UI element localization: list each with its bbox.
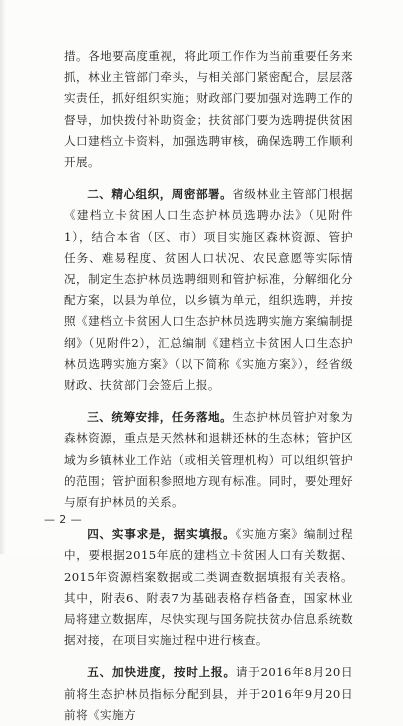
- paragraph-text: 生态护林员管护对象为森林资源，重点是天然林和退耕还林的生态林；管护区域为乡镇林业工作站（或相关管理机构）可以组织管护的范围；管护面积参照地方现有标准。同时，要处理好与原有护林员的关系。: [64, 410, 353, 510]
- paragraph-section-3: [64, 407, 353, 513]
- paragraph-text: 措。各地要高度重视，将此项工作作为当前重要任务来抓，林业主管部门牵头，与相关部门紧密配合，层层落实责任，抓好组织实施；财政部门要加强对选聘工作的督导，加快拨付补助资金；扶贫部门要为选聘提供贫困人口建档立卡资料，加强选聘审核，确保选聘工作顺利开展。: [64, 49, 353, 170]
- paragraph-section-5: [64, 662, 353, 726]
- section-heading: 五、加快进度，按时上报。: [87, 665, 236, 680]
- paragraph-text: 省级林业主管部门根据《建档立卡贫困人口生态护林员选聘办法》（见附件1），结合本省（区、市）项目实施区森林资源、管护任务、难易程度、贫困人口状况、农民意愿等实际情况，制定生态护林员选聘细则和管护标准，分解细化分配方案，以县为单位，以乡镇为单元，组织选聘，并按照《建档立卡贫困人口生态护林员选聘实施方案编制提纲》（见附件2），汇总编制《建档立卡贫困人口生态护林员选聘实施方案》（以下简称《实施方案》），经省级财政、扶贫部门会签后上报。: [64, 187, 353, 393]
- paragraph-intro-continuation: [64, 46, 353, 173]
- section-heading: 三、统筹安排，任务落地。: [87, 410, 233, 425]
- section-heading: 二、精心组织，周密部署。: [87, 187, 233, 202]
- page-edge-shadow: [0, 0, 6, 554]
- paragraph-text: 请于2016年8月20日前将生态护林员指标分配到县，并于2016年9月20日前将《实施方: [64, 665, 353, 722]
- paragraph-text: 《实施方案》编制过程中，要根据2015年底的建档立卡贫困人口有关数据、2015年资源档案数据或二类调查数据填报有关表格。其中，附表6、附表7为基础表格存档备查，国家林业局将建立数据库，尽快实现与国务院扶贫办信息系统数据对接，在项目实施过程中进行核查。: [64, 527, 353, 648]
- section-heading: 四、实事求是，据实填报。: [87, 527, 236, 542]
- paragraph-section-4: [64, 524, 353, 651]
- page-number: — 2 —: [44, 513, 82, 526]
- paragraph-section-2: [64, 184, 353, 396]
